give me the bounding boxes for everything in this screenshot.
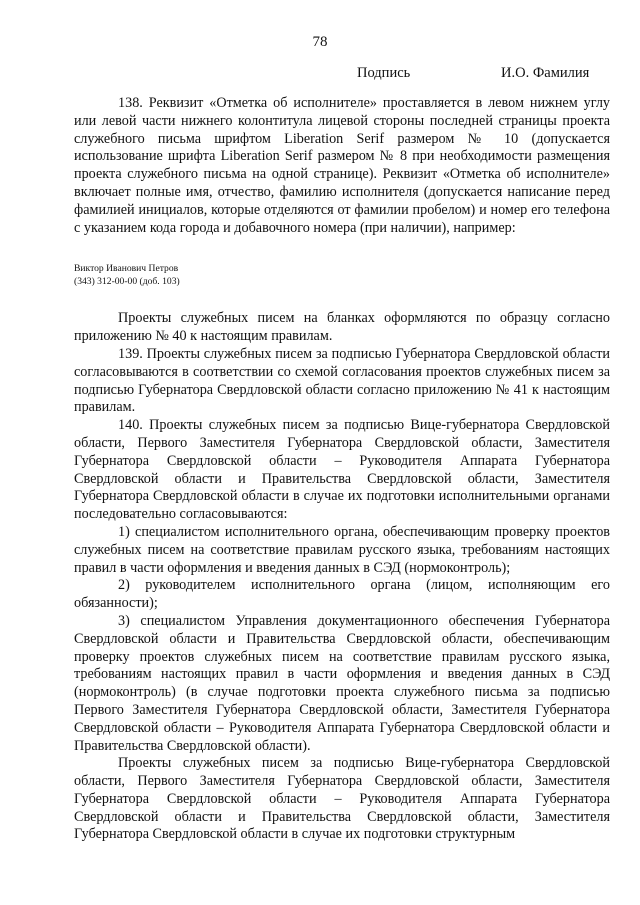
executor-mark-example — [74, 263, 610, 288]
list-item-2: 2) руководителем исполнительного органа (лицом, исполняющим его обязанности); — [74, 577, 610, 612]
list-item-3: 3) специалистом Управления документационного обеспечения Губернатора Свердловской области и Правительства Свердловской области, обеспечивающим проверку проектов служебных писем на соответствие правилам русского языка, требованиям настоящих правил в части оформления и введения данных в СЭД (нормоконтроль) (в случае подготовки проекта служебного письма за подписью Первого Заместителя Губернатора Свердловской области, Заместителя Губернатора Свердловской области – Руководителя Аппарата Губернатора Свердловской области и Правительства Свердловской области). — [74, 612, 610, 754]
signature-label: Подпись — [357, 65, 411, 81]
paragraph-140: 140. Проекты служебных писем за подписью Вице-губернатора Свердловской области, Первого Заместителя Губернатора Свердловской области, Заместителя Губернатора Свердловской области – Руководителя Аппарата Губернатора Свердловской области и Правительства Свердловской области, Заместителя Губернатора Свердловской области в случае их подготовки исполнительными органами последовательно согласовываются: — [74, 417, 610, 523]
document-body — [74, 95, 610, 844]
signature-name: И.О. Фамилия — [501, 65, 590, 81]
list-item-1: 1) специалистом исполнительного органа, обеспечивающим проверку проектов служебных писем на соответствие правилам русского языка, требованиям настоящих правил в части оформления и введения данных в СЭД (нормоконтроль); — [74, 523, 610, 576]
paragraph-forms: Проекты служебных писем на бланках оформляются по образцу согласно приложению № 40 к настоящим правилам. — [74, 310, 610, 345]
signature-row — [0, 64, 640, 82]
page-number: 78 — [312, 34, 328, 50]
paragraph-138: 138. Реквизит «Отметка об исполнителе» проставляется в левом нижнем углу или левой части нижнего колонтитула лицевой стороны последней страницы проекта служебного письма шрифтом Liberation Serif размером № 10 (допускается использование шрифта Liberation Serif размером № 8 при необходимости размещения проекта служебного письма на одной странице). Реквизит «Отметка об исполнителе» включает полные имя, отчество, фамилию исполнителя (допускается написание перед фамилией инициалов, которые отделяются от фамилии пробелом) и номер его телефона с указанием кода города и добавочного номера (при наличии), например: — [74, 95, 610, 236]
paragraph-139: 139. Проекты служебных писем за подписью Губернатора Свердловской области согласовываются в соответствии со схемой согласования проектов служебных писем за подписью Губернатора Свердловской области согласно приложению № 41 к настоящим правилам. — [74, 345, 610, 416]
paragraph-vice-governor: Проекты служебных писем за подписью Вице-губернатора Свердловской области, Первого Заместителя Губернатора Свердловской области, Заместителя Губернатора Свердловской области – Руководителя Аппарата Губернатора Свердловской области и Правительства Свердловской области, Заместителя Губернатора Свердловской области в случае их подготовки структурным — [74, 755, 610, 843]
executor-phone: (343) 312-00-00 (доб. 103) — [74, 275, 180, 287]
executor-name: Виктор Иванович Петров — [74, 263, 179, 275]
